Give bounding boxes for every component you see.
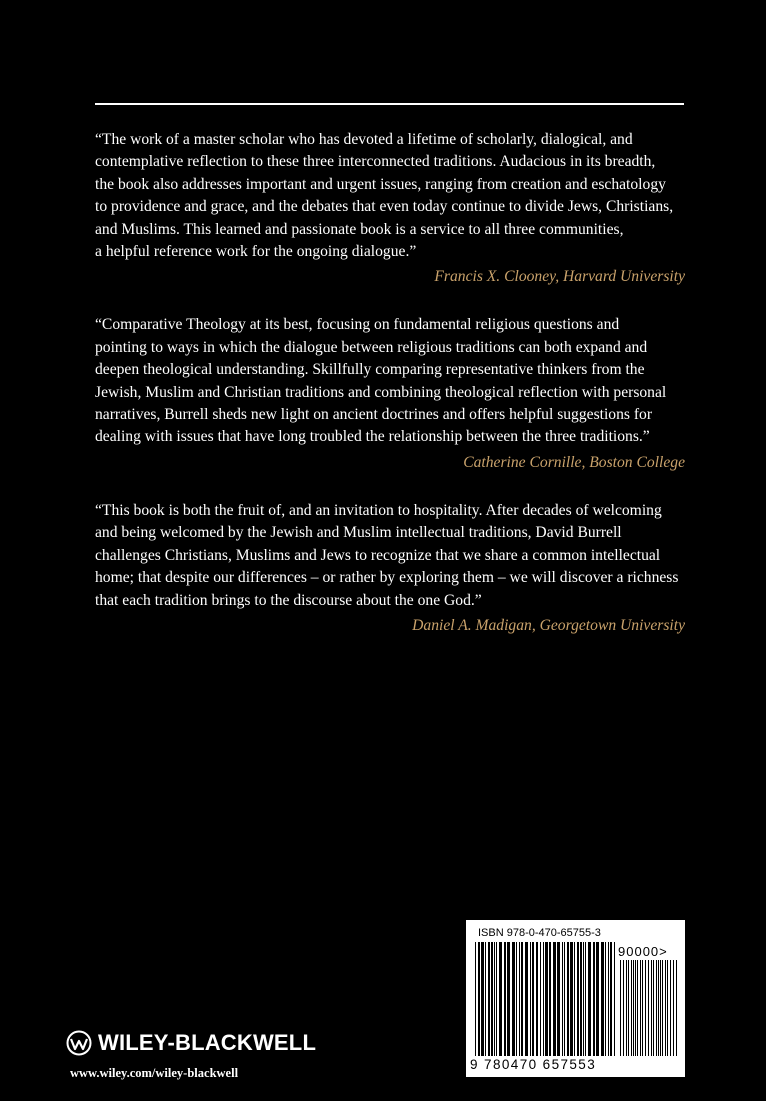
endorsement-3 <box>95 500 685 637</box>
top-divider <box>95 103 684 105</box>
wiley-ornament-icon <box>66 1030 92 1056</box>
barcode-label <box>466 920 685 1077</box>
endorsement-1 <box>95 129 685 288</box>
price-code: 90000> <box>618 944 668 959</box>
endorsements <box>95 129 685 663</box>
endorsement-text: “Comparative Theology at its best, focusing on fundamental religious questions and pointing to ways in which the dialogue between religious traditions can both expand and deepen theological understanding. Skillfully comparing representative thinkers from the Jewish, Muslim and Christian traditions and combining theological reflection with personal narratives, Burrell sheds new light on ancient doctrines and offers helpful suggestions for dealing with issues that have long troubled the relationship between the three traditions.” <box>95 316 667 446</box>
isbn-barcode <box>475 942 615 1056</box>
publisher-url: www.wiley.com/wiley-blackwell <box>70 1066 239 1080</box>
barcode-digits: 9 780470 657553 <box>470 1057 597 1072</box>
publisher-block <box>66 1030 356 1081</box>
price-barcode <box>620 960 678 1056</box>
endorsement-2 <box>95 314 685 473</box>
endorsement-attribution: Francis X. Clooney, Harvard University <box>434 268 685 286</box>
endorsement-attribution: Daniel A. Madigan, Georgetown University <box>412 616 685 634</box>
publisher-logo <box>66 1030 356 1056</box>
isbn-text: ISBN 978-0-470-65755-3 <box>478 927 601 939</box>
endorsement-attribution: Catherine Cornille, Boston College <box>463 453 685 471</box>
endorsement-text: “The work of a master scholar who has devoted a lifetime of scholarly, dialogical, and contemplative reflection to these three interconnected traditions. Audacious in its breadth, the book also addresses important and urgent issues, ranging from creation and eschatology to providence and grace, and the debates that even today continue to divide Jews, Christians, and Muslims. This learned and passionate book is a service to all three communities, a helpful reference work for the ongoing dialogue.” <box>95 131 674 261</box>
publisher-name: WILEY-BLACKWELL <box>98 1030 317 1055</box>
endorsement-text: “This book is both the fruit of, and an invitation to hospitality. After decades of welcoming and being welcomed by the Jewish and Muslim intellectual traditions, David Burrell challenges Christians, Muslims and Jews to recognize that we share a common intellectual home; that despite our differences – or rather by exploring them – we will discover a richness that each tradition brings to the discourse about the one God.” <box>95 501 679 609</box>
